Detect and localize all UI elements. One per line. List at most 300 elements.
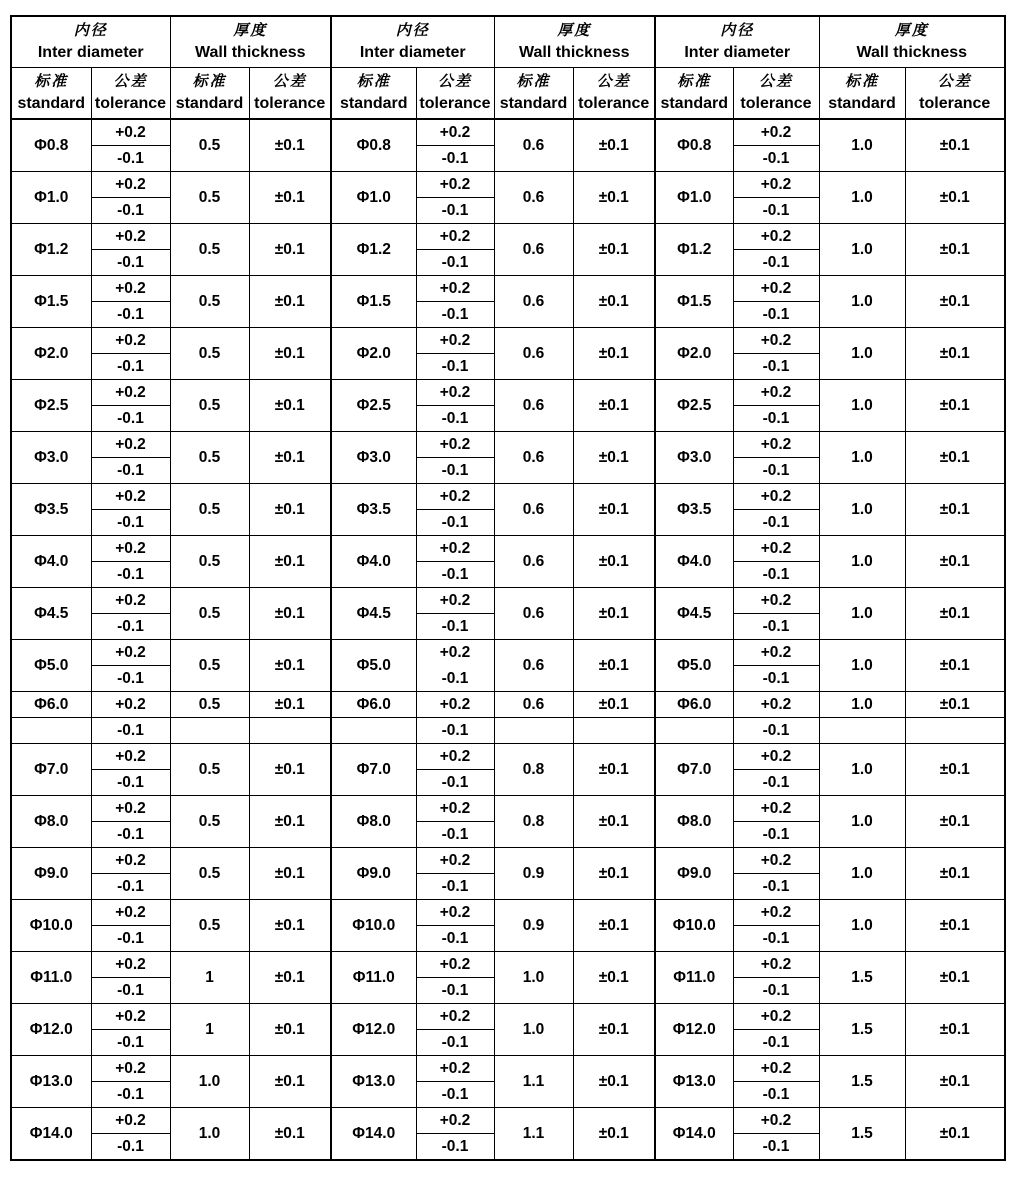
diameter-tolerance-plus: +0.2	[733, 796, 819, 822]
thickness-standard: 1.0	[819, 380, 905, 432]
diameter-tolerance-minus: -0.1	[91, 1134, 170, 1161]
diameter-tolerance-minus: -0.1	[416, 562, 494, 588]
empty-cell	[655, 718, 733, 744]
thickness-tolerance: ±0.1	[573, 119, 655, 172]
diameter-standard: Φ0.8	[655, 119, 733, 172]
diameter-tolerance-minus: -0.1	[416, 458, 494, 484]
thickness-tolerance: ±0.1	[249, 484, 331, 536]
diameter-tolerance-minus: -0.1	[91, 874, 170, 900]
thickness-standard: 0.5	[170, 380, 249, 432]
diameter-tolerance-plus: +0.2	[416, 536, 494, 562]
diameter-standard: Φ7.0	[655, 744, 733, 796]
diameter-standard: Φ14.0	[331, 1108, 416, 1161]
diameter-standard: Φ2.0	[331, 328, 416, 380]
diameter-standard: Φ3.0	[331, 432, 416, 484]
thickness-standard: 0.6	[494, 380, 573, 432]
thickness-tolerance: ±0.1	[249, 224, 331, 276]
diameter-tolerance-minus: -0.1	[733, 250, 819, 276]
thickness-tolerance: ±0.1	[573, 276, 655, 328]
diameter-tolerance-minus: -0.1	[416, 874, 494, 900]
thickness-tolerance: ±0.1	[249, 1004, 331, 1056]
diameter-tolerance-minus: -0.1	[733, 302, 819, 328]
diameter-standard: Φ13.0	[11, 1056, 91, 1108]
diameter-standard: Φ0.8	[11, 119, 91, 172]
empty-cell	[170, 718, 249, 744]
thickness-tolerance: ±0.1	[905, 900, 1005, 952]
diameter-tolerance-plus: +0.2	[91, 536, 170, 562]
diameter-tolerance-minus: -0.1	[416, 510, 494, 536]
diameter-tolerance-minus: -0.1	[91, 770, 170, 796]
diameter-tolerance-minus: -0.1	[91, 146, 170, 172]
table-row	[11, 848, 1005, 874]
diameter-tolerance-plus: +0.2	[733, 328, 819, 354]
thickness-tolerance: ±0.1	[249, 119, 331, 172]
diameter-tolerance-plus: +0.2	[416, 588, 494, 614]
header-diameter-1: 内径 Inter diameter	[11, 16, 170, 68]
diameter-tolerance-plus: +0.2	[91, 900, 170, 926]
thickness-tolerance: ±0.1	[905, 1056, 1005, 1108]
table-row	[11, 744, 1005, 770]
table-row	[11, 640, 1005, 666]
subheader-standard: 标准 standard	[170, 68, 249, 120]
thickness-tolerance: ±0.1	[573, 900, 655, 952]
diameter-tolerance-plus: +0.2	[416, 432, 494, 458]
diameter-tolerance-minus: -0.1	[733, 718, 819, 744]
table-row	[11, 900, 1005, 926]
diameter-standard: Φ3.0	[655, 432, 733, 484]
thickness-standard: 1.0	[819, 276, 905, 328]
thickness-standard: 1	[170, 1004, 249, 1056]
diameter-standard: Φ1.0	[331, 172, 416, 224]
thickness-tolerance: ±0.1	[905, 224, 1005, 276]
diameter-standard: Φ8.0	[655, 796, 733, 848]
table-row	[11, 952, 1005, 978]
thickness-tolerance: ±0.1	[249, 588, 331, 640]
thickness-tolerance: ±0.1	[249, 796, 331, 848]
table-row	[11, 276, 1005, 302]
diameter-tolerance-minus: -0.1	[416, 1030, 494, 1056]
diameter-tolerance-plus: +0.2	[91, 796, 170, 822]
thickness-tolerance: ±0.1	[905, 172, 1005, 224]
thickness-standard: 0.5	[170, 484, 249, 536]
diameter-tolerance-minus: -0.1	[733, 874, 819, 900]
diameter-tolerance-plus: +0.2	[91, 692, 170, 718]
subheader-standard: 标准 standard	[11, 68, 91, 120]
thickness-standard: 0.8	[494, 744, 573, 796]
thickness-standard: 0.6	[494, 224, 573, 276]
diameter-standard: Φ4.5	[655, 588, 733, 640]
diameter-tolerance-minus: -0.1	[733, 198, 819, 224]
thickness-standard: 1.0	[494, 952, 573, 1004]
thickness-tolerance: ±0.1	[573, 744, 655, 796]
thickness-tolerance: ±0.1	[905, 276, 1005, 328]
diameter-tolerance-minus: -0.1	[416, 302, 494, 328]
thickness-standard: 1.5	[819, 1056, 905, 1108]
diameter-tolerance-plus: +0.2	[91, 588, 170, 614]
diameter-tolerance-plus: +0.2	[733, 172, 819, 198]
empty-cell	[905, 718, 1005, 744]
diameter-tolerance-plus: +0.2	[416, 172, 494, 198]
table-row	[11, 380, 1005, 406]
thickness-tolerance: ±0.1	[249, 744, 331, 796]
subheader-tolerance: 公差 tolerance	[416, 68, 494, 120]
thickness-tolerance: ±0.1	[905, 1004, 1005, 1056]
diameter-standard: Φ1.0	[655, 172, 733, 224]
diameter-tolerance-minus: -0.1	[91, 562, 170, 588]
subheader-tolerance: 公差 tolerance	[905, 68, 1005, 120]
subheader-tolerance: 公差 tolerance	[91, 68, 170, 120]
thickness-standard: 1	[170, 952, 249, 1004]
diameter-tolerance-plus: +0.2	[733, 1004, 819, 1030]
header-thickness-2: 厚度 Wall thickness	[494, 16, 655, 68]
diameter-tolerance-plus: +0.2	[733, 536, 819, 562]
empty-cell	[11, 718, 91, 744]
thickness-standard: 0.5	[170, 796, 249, 848]
diameter-tolerance-minus: -0.1	[416, 406, 494, 432]
diameter-tolerance-minus: -0.1	[91, 354, 170, 380]
empty-cell	[494, 718, 573, 744]
thickness-tolerance: ±0.1	[905, 328, 1005, 380]
diameter-tolerance-plus: +0.2	[91, 224, 170, 250]
thickness-tolerance: ±0.1	[573, 952, 655, 1004]
diameter-standard: Φ4.0	[11, 536, 91, 588]
diameter-tolerance-minus: -0.1	[91, 406, 170, 432]
thickness-standard: 1.5	[819, 952, 905, 1004]
diameter-tolerance-minus: -0.1	[416, 926, 494, 952]
diameter-tolerance-minus: -0.1	[91, 1030, 170, 1056]
diameter-tolerance-plus: +0.2	[416, 744, 494, 770]
thickness-tolerance: ±0.1	[573, 536, 655, 588]
diameter-tolerance-plus: +0.2	[733, 484, 819, 510]
thickness-tolerance: ±0.1	[573, 1056, 655, 1108]
thickness-standard: 0.5	[170, 432, 249, 484]
diameter-standard: Φ5.0	[655, 640, 733, 692]
diameter-standard: Φ12.0	[11, 1004, 91, 1056]
diameter-tolerance-plus: +0.2	[91, 952, 170, 978]
thickness-standard: 0.6	[494, 536, 573, 588]
diameter-standard: Φ1.5	[655, 276, 733, 328]
table-row-lower	[11, 718, 1005, 744]
thickness-tolerance: ±0.1	[573, 640, 655, 692]
thickness-tolerance: ±0.1	[249, 172, 331, 224]
diameter-tolerance-plus: +0.2	[91, 432, 170, 458]
thickness-standard: 0.6	[494, 432, 573, 484]
thickness-standard: 0.6	[494, 276, 573, 328]
diameter-standard: Φ3.0	[11, 432, 91, 484]
diameter-tolerance-plus: +0.2	[733, 1108, 819, 1134]
table-row	[11, 328, 1005, 354]
diameter-tolerance-minus: -0.1	[91, 198, 170, 224]
thickness-standard: 1.0	[819, 172, 905, 224]
thickness-standard: 0.6	[494, 119, 573, 172]
thickness-standard: 1.0	[819, 484, 905, 536]
diameter-tolerance-plus: +0.2	[416, 224, 494, 250]
diameter-standard: Φ6.0	[331, 692, 416, 718]
diameter-tolerance-plus: +0.2	[733, 692, 819, 718]
diameter-tolerance-plus: +0.2	[416, 484, 494, 510]
diameter-tolerance-plus: +0.2	[416, 1056, 494, 1082]
diameter-tolerance-plus: +0.2	[91, 744, 170, 770]
diameter-tolerance-minus: -0.1	[91, 666, 170, 692]
thickness-tolerance: ±0.1	[905, 848, 1005, 900]
thickness-tolerance: ±0.1	[249, 848, 331, 900]
diameter-tolerance-minus: -0.1	[91, 822, 170, 848]
subheader-tolerance: 公差 tolerance	[573, 68, 655, 120]
diameter-tolerance-plus: +0.2	[733, 276, 819, 302]
diameter-standard: Φ2.0	[655, 328, 733, 380]
diameter-tolerance-plus: +0.2	[91, 380, 170, 406]
thickness-tolerance: ±0.1	[573, 692, 655, 718]
diameter-tolerance-minus: -0.1	[91, 926, 170, 952]
thickness-tolerance: ±0.1	[905, 744, 1005, 796]
diameter-tolerance-plus: +0.2	[416, 1108, 494, 1134]
thickness-standard: 1.1	[494, 1056, 573, 1108]
diameter-standard: Φ11.0	[11, 952, 91, 1004]
diameter-tolerance-minus: -0.1	[416, 770, 494, 796]
diameter-tolerance-minus: -0.1	[416, 666, 494, 692]
diameter-tolerance-plus: +0.2	[733, 588, 819, 614]
thickness-standard: 0.8	[494, 796, 573, 848]
diameter-tolerance-plus: +0.2	[733, 640, 819, 666]
thickness-standard: 1.0	[819, 848, 905, 900]
diameter-tolerance-plus: +0.2	[416, 640, 494, 666]
diameter-standard: Φ7.0	[331, 744, 416, 796]
empty-cell	[331, 718, 416, 744]
diameter-standard: Φ5.0	[331, 640, 416, 692]
header-diameter-3: 内径 Inter diameter	[655, 16, 819, 68]
diameter-tolerance-minus: -0.1	[91, 302, 170, 328]
diameter-tolerance-plus: +0.2	[91, 1056, 170, 1082]
diameter-standard: Φ1.5	[11, 276, 91, 328]
thickness-standard: 0.5	[170, 640, 249, 692]
diameter-tolerance-plus: +0.2	[733, 952, 819, 978]
diameter-tolerance-plus: +0.2	[733, 848, 819, 874]
diameter-standard: Φ2.5	[11, 380, 91, 432]
empty-cell	[819, 718, 905, 744]
thickness-standard: 0.6	[494, 484, 573, 536]
diameter-standard: Φ3.5	[11, 484, 91, 536]
thickness-standard: 1.0	[819, 744, 905, 796]
diameter-tolerance-plus: +0.2	[91, 640, 170, 666]
subheader-tolerance: 公差 tolerance	[733, 68, 819, 120]
diameter-tolerance-minus: -0.1	[733, 822, 819, 848]
thickness-tolerance: ±0.1	[905, 692, 1005, 718]
table-row	[11, 692, 1005, 718]
diameter-standard: Φ9.0	[11, 848, 91, 900]
diameter-tolerance-plus: +0.2	[733, 900, 819, 926]
diameter-tolerance-minus: -0.1	[91, 458, 170, 484]
diameter-standard: Φ6.0	[11, 692, 91, 718]
header-row-1	[11, 16, 1005, 68]
thickness-tolerance: ±0.1	[905, 119, 1005, 172]
tube-spec-table	[10, 15, 1006, 1161]
diameter-tolerance-minus: -0.1	[416, 978, 494, 1004]
diameter-tolerance-minus: -0.1	[733, 406, 819, 432]
thickness-tolerance: ±0.1	[905, 796, 1005, 848]
table-row	[11, 172, 1005, 198]
thickness-tolerance: ±0.1	[249, 900, 331, 952]
thickness-standard: 0.5	[170, 848, 249, 900]
thickness-tolerance: ±0.1	[573, 848, 655, 900]
diameter-tolerance-plus: +0.2	[733, 224, 819, 250]
thickness-tolerance: ±0.1	[249, 1056, 331, 1108]
table-row	[11, 536, 1005, 562]
thickness-standard: 0.5	[170, 119, 249, 172]
thickness-tolerance: ±0.1	[249, 692, 331, 718]
diameter-standard: Φ4.0	[655, 536, 733, 588]
diameter-standard: Φ3.5	[331, 484, 416, 536]
diameter-tolerance-plus: +0.2	[733, 432, 819, 458]
thickness-standard: 1.0	[819, 692, 905, 718]
diameter-standard: Φ10.0	[655, 900, 733, 952]
diameter-standard: Φ13.0	[655, 1056, 733, 1108]
thickness-standard: 0.6	[494, 172, 573, 224]
diameter-tolerance-minus: -0.1	[733, 458, 819, 484]
thickness-standard: 1.0	[819, 900, 905, 952]
diameter-tolerance-minus: -0.1	[733, 146, 819, 172]
header-diameter-2: 内径 Inter diameter	[331, 16, 494, 68]
diameter-standard: Φ5.0	[11, 640, 91, 692]
thickness-standard: 0.5	[170, 536, 249, 588]
diameter-standard: Φ2.5	[331, 380, 416, 432]
diameter-tolerance-minus: -0.1	[91, 250, 170, 276]
thickness-tolerance: ±0.1	[249, 380, 331, 432]
thickness-standard: 0.6	[494, 692, 573, 718]
table-row	[11, 1108, 1005, 1134]
diameter-tolerance-plus: +0.2	[733, 380, 819, 406]
thickness-tolerance: ±0.1	[573, 380, 655, 432]
subheader-standard: 标准 standard	[494, 68, 573, 120]
header-thickness-3: 厚度 Wall thickness	[819, 16, 1005, 68]
thickness-tolerance: ±0.1	[573, 172, 655, 224]
diameter-tolerance-minus: -0.1	[91, 614, 170, 640]
subheader-standard: 标准 standard	[331, 68, 416, 120]
diameter-tolerance-minus: -0.1	[91, 718, 170, 744]
diameter-tolerance-minus: -0.1	[733, 978, 819, 1004]
thickness-tolerance: ±0.1	[249, 640, 331, 692]
diameter-standard: Φ8.0	[331, 796, 416, 848]
thickness-tolerance: ±0.1	[249, 328, 331, 380]
diameter-standard: Φ9.0	[655, 848, 733, 900]
thickness-standard: 1.0	[494, 1004, 573, 1056]
thickness-tolerance: ±0.1	[905, 484, 1005, 536]
thickness-tolerance: ±0.1	[573, 796, 655, 848]
diameter-tolerance-plus: +0.2	[416, 1004, 494, 1030]
thickness-standard: 0.6	[494, 588, 573, 640]
thickness-tolerance: ±0.1	[905, 536, 1005, 588]
thickness-standard: 1.0	[819, 432, 905, 484]
diameter-standard: Φ6.0	[655, 692, 733, 718]
diameter-tolerance-plus: +0.2	[91, 1108, 170, 1134]
diameter-tolerance-minus: -0.1	[733, 1030, 819, 1056]
diameter-tolerance-minus: -0.1	[416, 1134, 494, 1161]
diameter-tolerance-minus: -0.1	[733, 666, 819, 692]
thickness-standard: 1.0	[170, 1108, 249, 1161]
diameter-standard: Φ2.0	[11, 328, 91, 380]
diameter-standard: Φ1.2	[11, 224, 91, 276]
thickness-standard: 1.5	[819, 1108, 905, 1161]
diameter-tolerance-minus: -0.1	[416, 718, 494, 744]
diameter-tolerance-plus: +0.2	[416, 796, 494, 822]
diameter-tolerance-minus: -0.1	[733, 354, 819, 380]
thickness-tolerance: ±0.1	[573, 224, 655, 276]
thickness-tolerance: ±0.1	[573, 588, 655, 640]
diameter-tolerance-plus: +0.2	[91, 328, 170, 354]
diameter-standard: Φ9.0	[331, 848, 416, 900]
diameter-standard: Φ14.0	[655, 1108, 733, 1161]
diameter-tolerance-plus: +0.2	[733, 1056, 819, 1082]
diameter-standard: Φ4.0	[331, 536, 416, 588]
diameter-tolerance-minus: -0.1	[733, 614, 819, 640]
diameter-tolerance-plus: +0.2	[416, 328, 494, 354]
diameter-standard: Φ3.5	[655, 484, 733, 536]
thickness-standard: 0.9	[494, 900, 573, 952]
diameter-standard: Φ1.2	[655, 224, 733, 276]
diameter-tolerance-minus: -0.1	[733, 1082, 819, 1108]
thickness-standard: 1.0	[170, 1056, 249, 1108]
diameter-standard: Φ8.0	[11, 796, 91, 848]
thickness-standard: 0.5	[170, 328, 249, 380]
diameter-standard: Φ14.0	[11, 1108, 91, 1161]
thickness-standard: 0.5	[170, 744, 249, 796]
diameter-tolerance-minus: -0.1	[416, 198, 494, 224]
diameter-tolerance-minus: -0.1	[733, 926, 819, 952]
thickness-standard: 0.6	[494, 328, 573, 380]
thickness-standard: 0.5	[170, 224, 249, 276]
diameter-tolerance-plus: +0.2	[91, 484, 170, 510]
thickness-tolerance: ±0.1	[905, 380, 1005, 432]
diameter-tolerance-plus: +0.2	[91, 1004, 170, 1030]
thickness-standard: 1.5	[819, 1004, 905, 1056]
diameter-tolerance-plus: +0.2	[416, 900, 494, 926]
table-row	[11, 224, 1005, 250]
diameter-tolerance-minus: -0.1	[733, 1134, 819, 1161]
thickness-tolerance: ±0.1	[249, 1108, 331, 1161]
diameter-tolerance-plus: +0.2	[416, 276, 494, 302]
diameter-tolerance-minus: -0.1	[416, 250, 494, 276]
empty-cell	[249, 718, 331, 744]
thickness-standard: 1.0	[819, 224, 905, 276]
thickness-standard: 0.5	[170, 900, 249, 952]
diameter-tolerance-minus: -0.1	[91, 978, 170, 1004]
thickness-tolerance: ±0.1	[249, 536, 331, 588]
diameter-tolerance-minus: -0.1	[733, 562, 819, 588]
diameter-tolerance-plus: +0.2	[416, 952, 494, 978]
diameter-standard: Φ12.0	[655, 1004, 733, 1056]
table-row	[11, 432, 1005, 458]
thickness-tolerance: ±0.1	[573, 484, 655, 536]
diameter-tolerance-plus: +0.2	[416, 692, 494, 718]
thickness-standard: 0.5	[170, 692, 249, 718]
diameter-standard: Φ1.2	[331, 224, 416, 276]
thickness-standard: 0.5	[170, 276, 249, 328]
header-thickness-1: 厚度 Wall thickness	[170, 16, 331, 68]
thickness-tolerance: ±0.1	[249, 432, 331, 484]
diameter-standard: Φ2.5	[655, 380, 733, 432]
diameter-standard: Φ1.0	[11, 172, 91, 224]
subheader-tolerance: 公差 tolerance	[249, 68, 331, 120]
diameter-tolerance-plus: +0.2	[733, 119, 819, 146]
diameter-tolerance-minus: -0.1	[416, 354, 494, 380]
table-row	[11, 484, 1005, 510]
table-row	[11, 1004, 1005, 1030]
diameter-standard: Φ13.0	[331, 1056, 416, 1108]
thickness-tolerance: ±0.1	[249, 276, 331, 328]
thickness-standard: 0.5	[170, 172, 249, 224]
thickness-tolerance: ±0.1	[905, 432, 1005, 484]
diameter-tolerance-minus: -0.1	[416, 146, 494, 172]
subheader-standard: 标准 standard	[819, 68, 905, 120]
